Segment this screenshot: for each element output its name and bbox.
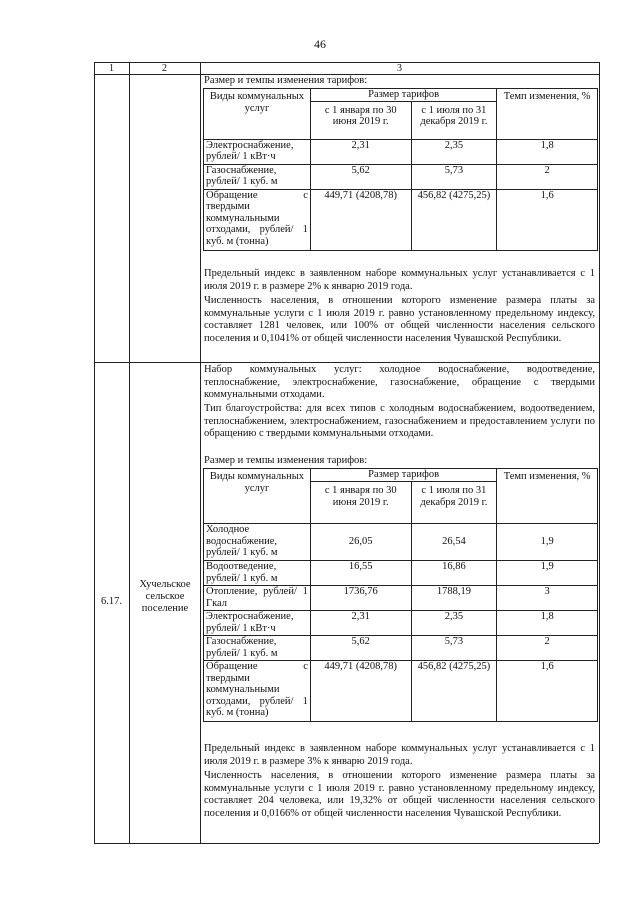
row-name: Обращение с твердыми коммунальными отходами, рублей/ 1 куб. м (тонна) [204,189,311,250]
prev-population-text: Численность населения, в отношении которого изменение размера платы за коммунальные услуги с 1 июля 2019 г. равно установленному предельному индексу, составляет 1281 человек, или 100% от общей численности населения сельского поселения и 0,1041% от общей численности населения Чувашской Республики. [204,295,595,344]
index-text: Предельный индекс в заявленном наборе коммунальных услуг устанавливается с 1 июля 2019 г. в размере 3% к январю 2019 года. [204,743,595,767]
row-p2: 2,35 [411,139,497,164]
row-name: Газоснабжение, рублей/ 1 куб. м [204,636,311,661]
table-row [204,189,598,250]
row-p2: 26,54 [411,524,497,561]
prev-tariff-table [203,88,598,251]
rate-header: Темп изменения, % [497,469,598,524]
frame-bottom-line [94,843,599,844]
row-p1: 449,71 (4208,78) [310,189,411,250]
tariff-title: Размер и темпы изменения тарифов: [204,455,368,466]
header-col2: 2 [162,63,167,74]
table-row [204,611,598,636]
row-p2: 5,73 [411,164,497,189]
table-row [204,524,598,561]
size-header: Размер тарифов [310,89,496,102]
row-p2: 16,86 [411,561,497,586]
row-p2: 456,82 (4275,25) [411,189,497,250]
table-row [204,661,598,722]
row-rate: 3 [497,586,598,611]
row-p1: 1736,76 [310,586,411,611]
row-p1: 5,62 [310,636,411,661]
page-number: 46 [314,37,326,51]
kinds-header: Виды коммунальных услуг [204,469,311,524]
improvement-text: Тип благоустройства: для всех типов с холодным водоснабжением, водоотведением, теплоснабжением, электроснабжением, газоснабжением и предоставлением услуги по обращению с твердыми коммунальными отходами. [204,403,595,439]
table-row [204,586,598,611]
row-name: Холодное водоснабжение, рублей/ 1 куб. м [204,524,311,561]
row-p1: 2,31 [310,139,411,164]
header-col3: 3 [397,63,402,74]
row-name: Отопление, рублей/ 1 Гкал [204,586,311,611]
size-header: Размер тарифов [310,469,496,482]
table-header-row [204,469,598,482]
row-p1: 449,71 (4208,78) [310,661,411,722]
col2-right-line [200,62,201,843]
population-text: Численность населения, в отношении которого изменение размера платы за коммунальные услуги с 1 июля 2019 г. равно установленному предельному индексу, составляет 204 человека, или 19,32% от общей численности населения сельского поселения и 0,0166% от общей численности населения Чувашской Республики. [204,770,595,819]
table-row [204,561,598,586]
row-p1: 26,05 [310,524,411,561]
row-p2: 5,73 [411,636,497,661]
prev-tariff-title: Размер и темпы изменения тарифов: [204,75,368,86]
row-name: Обращение с твердыми коммунальными отходами, рублей/ 1 куб. м (тонна) [204,661,311,722]
section-name: Хучельское сельское поселение [139,579,191,614]
row-p2: 1788,19 [411,586,497,611]
period1-header: с 1 января по 30 июня 2019 г. [310,482,411,524]
section-divider-line [94,362,599,363]
frame-left-line [94,62,95,843]
row-rate: 1,8 [497,139,598,164]
period2-header: с 1 июля по 31 декабря 2019 г. [411,482,497,524]
table-header-row [204,89,598,102]
row-rate: 1,9 [497,561,598,586]
row-p1: 16,55 [310,561,411,586]
table-row [204,139,598,164]
table-row [204,636,598,661]
row-name: Электроснабжение, рублей/ 1 кВт·ч [204,611,311,636]
frame-right-line [599,62,600,843]
row-p1: 5,62 [310,164,411,189]
row-rate: 1,6 [497,661,598,722]
row-p2: 2,35 [411,611,497,636]
services-text: Набор коммунальных услуг: холодное водоснабжение, водоотведение, теплоснабжение, электроснабжение, газоснабжение, обращение с твердыми коммунальными отходами. [204,364,595,400]
row-name: Газоснабжение, рублей/ 1 куб. м [204,164,311,189]
row-rate: 1,6 [497,189,598,250]
kinds-header: Виды коммунальных услуг [204,89,311,140]
row-p2: 456,82 (4275,25) [411,661,497,722]
row-name: Водоотведение, рублей/ 1 куб. м [204,561,311,586]
prev-index-text: Предельный индекс в заявленном наборе коммунальных услуг устанавливается с 1 июля 2019 г. в размере 2% к январю 2019 года. [204,268,595,292]
col1-right-line [129,62,130,843]
tariff-table [203,468,598,722]
table-row [204,164,598,189]
row-rate: 2 [497,164,598,189]
row-rate: 1,8 [497,611,598,636]
period1-header: с 1 января по 30 июня 2019 г. [310,101,411,139]
row-p1: 2,31 [310,611,411,636]
section-number: 6.17. [101,596,122,607]
header-col1: 1 [109,63,114,74]
row-rate: 1,9 [497,524,598,561]
period2-header: с 1 июля по 31 декабря 2019 г. [411,101,497,139]
rate-header: Темп изменения, % [497,89,598,140]
row-rate: 2 [497,636,598,661]
row-name: Электроснабжение, рублей/ 1 кВт·ч [204,139,311,164]
